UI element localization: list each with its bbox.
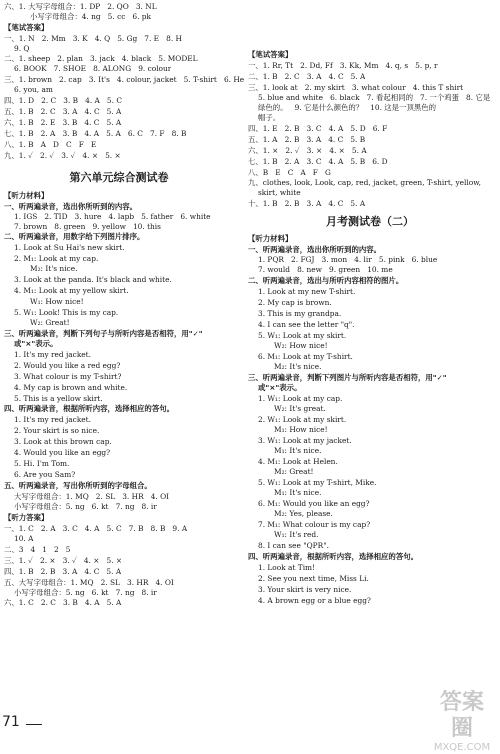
text-line: 七、1. B 2. A 3. C 4. A 5. B 6. D <box>248 157 388 166</box>
text-line: 1. IGS 2. TID 3. hure 4. lapb 5. father 6. white <box>14 212 211 221</box>
text-line: 5. This is a yellow skirt. <box>14 394 103 403</box>
text-line: 一、1. Rr, Tt 2. Dd, Ff 3. Kk, Mm 4. q, s 5. p, r <box>248 61 438 70</box>
text-line: 4. I can see the letter "q". <box>258 320 355 329</box>
text-line: 4. M₁: Look at Helen. <box>258 457 338 466</box>
text-line: 7. M₁: What colour is my cap? <box>258 520 371 529</box>
text-line: 三、1. look at 2. my skirt 3. what colour 4. this T shirt <box>248 83 464 92</box>
text-line: 9. Q <box>14 44 30 53</box>
text-line: 2. Your skirt is so nice. <box>14 426 100 435</box>
text-line: 3. This is my grandpa. <box>258 309 342 318</box>
text-line: 一、听两遍录音，选出你所听到的内容。 <box>248 245 382 254</box>
text-line: 1. PQR 2. FGJ 3. mon 4. lir 5. pink 6. blue <box>258 255 438 264</box>
text-line: M₂: It's nice. <box>274 362 322 371</box>
text-line: W₂: Great! <box>30 318 70 327</box>
text-line: 六、1. 大写字母组合：1. DP 2. QO 3. NL <box>4 2 157 11</box>
text-line: 六、1. B 2. E 3. B 4. C 5. A <box>4 118 122 127</box>
text-line: 3. Your skirt is very nice. <box>258 585 352 594</box>
watermark-line1: 答案圈 <box>439 690 484 741</box>
text-line: 五、1. A 2. B 3. A 4. C 5. B <box>248 135 366 144</box>
text-line: 5. W₁: Look at my T-shirt, Mike. <box>258 478 377 487</box>
text-line: 5. W₁: Look at my skirt. <box>258 331 347 340</box>
text-line: 一、1. N 2. Mm 3. K 4. Q 5. Gg 7. E 8. H <box>4 34 182 43</box>
text-line: 四、听两遍录音，根据所听内容，选择相应的答句。 <box>4 404 174 413</box>
text-line: W₁: It's red. <box>274 530 319 539</box>
text-line: 5. blue and white 6. black 7. 看起相同的 7. 一个鸡蛋 8. 它是 <box>258 93 491 102</box>
text-line: 八、B E C A F G <box>248 168 331 177</box>
text-line: 6. M₁: Would you like an egg? <box>258 499 370 508</box>
text-line: 4. M₁: Look at my yellow skirt. <box>14 286 129 295</box>
text-line: 1. Look at Tim! <box>258 563 316 572</box>
text-line: 二、1. sheep 2. plan 3. jack 4. black 5. MODEL <box>4 54 198 63</box>
text-line: 或"×"表示。 <box>14 339 58 348</box>
text-line: 九、clothes, look, Look, cap, red, jacket, green, T-shirt, yellow, <box>248 178 482 187</box>
text-line: 4. My cap is brown and white. <box>14 383 128 392</box>
text-line: 或"×"表示。 <box>258 383 302 392</box>
text-line: 二、1. B 2. C 3. A 4. C 5. A <box>248 72 366 81</box>
text-line: 三、1. brown 2. cap 3. It's 4. colour, jacket 5. T-shirt 6. He <box>4 75 245 84</box>
section-title: 第六单元综合测试卷 <box>69 171 169 184</box>
text-line: 2. Would you like a red egg? <box>14 361 121 370</box>
text-line: 2. M₁: Look at my cap. <box>14 254 99 263</box>
text-line: 7. would 8. new 9. green 10. me <box>258 265 393 274</box>
text-line: 4. A brown egg or a blue egg? <box>258 596 371 605</box>
text-line: 6. BOOK 7. SHOE 8. ALONG 9. colour <box>14 64 172 73</box>
text-line: 二、听两遍录音，用数字给下列图片排序。 <box>4 232 145 241</box>
text-line: 五、听两遍录音，写出你所听到的字母组合。 <box>4 481 152 490</box>
text-line: 三、听两遍录音，判断下列句子与所听内容是否相符，用"✓" <box>4 329 203 338</box>
text-line: 一、1. C 2. A 3. C 4. A 5. C 7. B 8. B 9. A <box>4 524 188 533</box>
text-line: 【听力答案】 <box>4 513 49 522</box>
text-line: skirt, white <box>258 188 301 197</box>
text-line: 九、1. ✓ 2. ✓ 3. ✓ 4. × 5. × <box>4 151 121 160</box>
text-line: 3. Look at this brown cap. <box>14 437 112 446</box>
text-line: 1. W₁: Look at my cap. <box>258 394 343 403</box>
text-line: 【笔试答案】 <box>4 23 49 32</box>
text-line: 8. I can see "QPR". <box>258 541 329 550</box>
text-line: 6. M₁: Look at my T-shirt. <box>258 352 353 361</box>
text-line: 【听力材料】 <box>248 234 293 243</box>
text-line: 2. W₁: Look at my skirt. <box>258 415 347 424</box>
text-line: 【笔试答案】 <box>248 50 293 59</box>
page-number: 71 <box>2 714 20 730</box>
watermark-line2: MXQE.COM <box>433 742 491 753</box>
text-line: 四、1. D 2. C 3. B 4. A 5. C <box>4 96 122 105</box>
section-title: 月考测试卷（二） <box>326 215 414 228</box>
text-line: 小写字母组合：5. ng 6. kt 7. ng 8. ir <box>14 588 157 597</box>
text-line: 四、听两遍录音，根据所听内容，选择相应的答句。 <box>248 552 418 561</box>
text-line: 一、听两遍录音，选出你所听到的内容。 <box>4 202 138 211</box>
text-line: 2. See you next time, Miss Li. <box>258 574 369 583</box>
text-line: 五、大写字母组合：1. MQ 2. SL 3. HR 4. OI <box>4 578 174 587</box>
text-line: W₂: How nice! <box>274 341 328 350</box>
text-line: 三、1. ✓ 2. × 3. ✓ 4. × 5. × <box>4 556 123 565</box>
watermark-logo <box>430 690 494 754</box>
text-line: 1. Look at my new T-shirt. <box>258 287 356 296</box>
text-line: 【听力材料】 <box>4 191 49 200</box>
text-line: 小写字母组合：4. ng 5. cc 6. pk <box>30 12 152 21</box>
text-line: M₁: It's nice. <box>274 488 322 497</box>
text-line: 2. My cap is brown. <box>258 298 332 307</box>
text-line: W₂: It's great. <box>274 404 326 413</box>
text-line: 六、1. × 2. ✓ 3. × 4. × 5. A <box>248 146 367 155</box>
text-line: 二、听两遍录音，选出与所听内容相符的图片。 <box>248 276 404 285</box>
text-line: 六、1. C 2. C 3. B 4. A 5. A <box>4 598 122 607</box>
text-line: W₁: How nice! <box>30 297 84 306</box>
text-line: 3. What colour is my T-shirt? <box>14 372 122 381</box>
text-line: 3. W₁: Look at my jacket. <box>258 436 352 445</box>
text-line: 6. Are you Sam? <box>14 470 76 479</box>
text-line: 6. you, am <box>14 85 53 94</box>
text-line: M₁: How nice! <box>274 425 328 434</box>
text-line: 四、1. B 2. B 3. A 4. C 5. A <box>4 567 122 576</box>
text-line: 1. Look at Su Hai's new skirt. <box>14 243 125 252</box>
text-line: 小写字母组合：5. ng 6. kt 7. ng 8. ir <box>14 502 157 511</box>
text-line: 十、1. B 2. B 3. A 4. C 5. A <box>248 199 366 208</box>
text-line: 5. W₁: Look! This is my cap. <box>14 308 119 317</box>
text-line: M₁: It's nice. <box>274 446 322 455</box>
text-line: 五、1. B 2. C 3. A 4. C 5. A <box>4 107 122 116</box>
text-line: 1. It's my red jacket. <box>14 415 91 424</box>
text-line: M₂: Yes, please. <box>274 509 333 518</box>
text-line: M₂: Great! <box>274 467 314 476</box>
text-line: 二、3 4 1 2 5 <box>4 545 71 554</box>
text-line: 10. A <box>14 534 34 543</box>
text-line: 四、1. E 2. B 3. C 4. A 5. D 6. F <box>248 124 388 133</box>
text-line: 三、听两遍录音，判断下列图片与所听内容是否相符，用"✓" <box>248 373 447 382</box>
text-line: 7. brown 8. green 9. yellow 10. this <box>14 222 161 231</box>
text-line: 帽子。 <box>258 113 281 122</box>
text-line: 八、1. B A D C F E <box>4 140 97 149</box>
text-line: 4. Would you like an egg? <box>14 448 111 457</box>
text-line: 大写字母组合：1. MQ 2. SL 3. HR 4. OI <box>14 492 170 501</box>
text-line: 3. Look at the panda. It's black and white. <box>14 275 172 284</box>
text-line: 1. It's my red jacket. <box>14 350 91 359</box>
text-line: M₂: It's nice. <box>30 264 78 273</box>
text-line: 七、1. B 2. A 3. B 4. A 5. A 6. C 7. F 8. B <box>4 129 187 138</box>
text-line: 5. Hi. I'm Tom. <box>14 459 70 468</box>
text-line: 绿色的。 9. 它是什么颜色的？ 10. 这是一顶黑色的 <box>258 103 437 112</box>
page-number-rule <box>26 724 42 725</box>
